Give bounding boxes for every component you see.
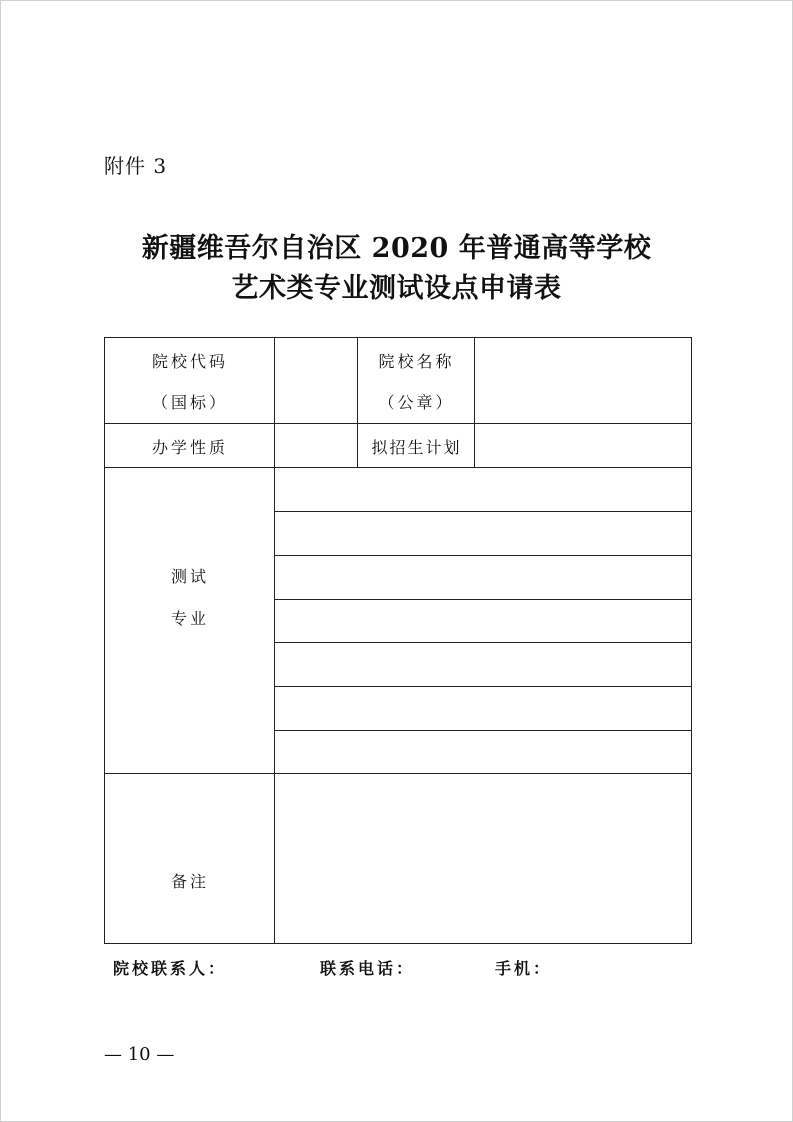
remarks-field[interactable] bbox=[275, 774, 691, 943]
mobile-label: 手机： bbox=[495, 959, 553, 978]
page-title-line-1: 新疆维吾尔自治区 2020 年普通高等学校 bbox=[141, 233, 652, 264]
contact-phone-label: 联系电话： bbox=[320, 959, 416, 978]
test-major-row-divider bbox=[275, 511, 692, 512]
test-major-label-line-2: 专业 bbox=[170, 609, 209, 628]
attachment-label: 附件 3 bbox=[104, 154, 168, 178]
school-code-sublabel: （国标） bbox=[151, 393, 228, 412]
school-nature-field[interactable] bbox=[275, 424, 358, 468]
remarks-label: 备注 bbox=[170, 872, 209, 891]
test-major-row-divider bbox=[275, 599, 692, 600]
school-code-label-cell bbox=[105, 338, 275, 424]
page-number: — 10 — bbox=[104, 1044, 175, 1065]
school-name-field[interactable] bbox=[475, 338, 691, 424]
school-code-field[interactable] bbox=[275, 338, 358, 424]
school-nature-label-cell bbox=[105, 424, 275, 468]
test-major-label-cell bbox=[105, 468, 275, 774]
test-major-label-line-1: 测试 bbox=[170, 567, 209, 586]
enrollment-plan-field[interactable] bbox=[475, 424, 691, 468]
test-major-row-divider bbox=[275, 642, 692, 643]
application-form-table bbox=[104, 337, 692, 944]
contact-person-label: 院校联系人： bbox=[113, 959, 228, 978]
remarks-label-cell bbox=[105, 774, 275, 943]
school-name-label: 院校名称 bbox=[378, 352, 455, 371]
test-major-entries bbox=[275, 468, 691, 774]
enrollment-plan-label: 拟招生计划 bbox=[371, 438, 462, 457]
test-major-row-divider bbox=[275, 555, 692, 556]
school-nature-label: 办学性质 bbox=[151, 438, 228, 457]
school-name-sublabel: （公章） bbox=[378, 393, 455, 412]
enrollment-plan-label-cell bbox=[358, 424, 475, 468]
school-name-label-cell bbox=[358, 338, 475, 424]
test-major-row-divider bbox=[275, 730, 692, 731]
school-code-label: 院校代码 bbox=[151, 352, 228, 371]
test-major-row-divider bbox=[275, 686, 692, 687]
page-title-line-2: 艺术类专业测试设点申请表 bbox=[231, 273, 562, 304]
